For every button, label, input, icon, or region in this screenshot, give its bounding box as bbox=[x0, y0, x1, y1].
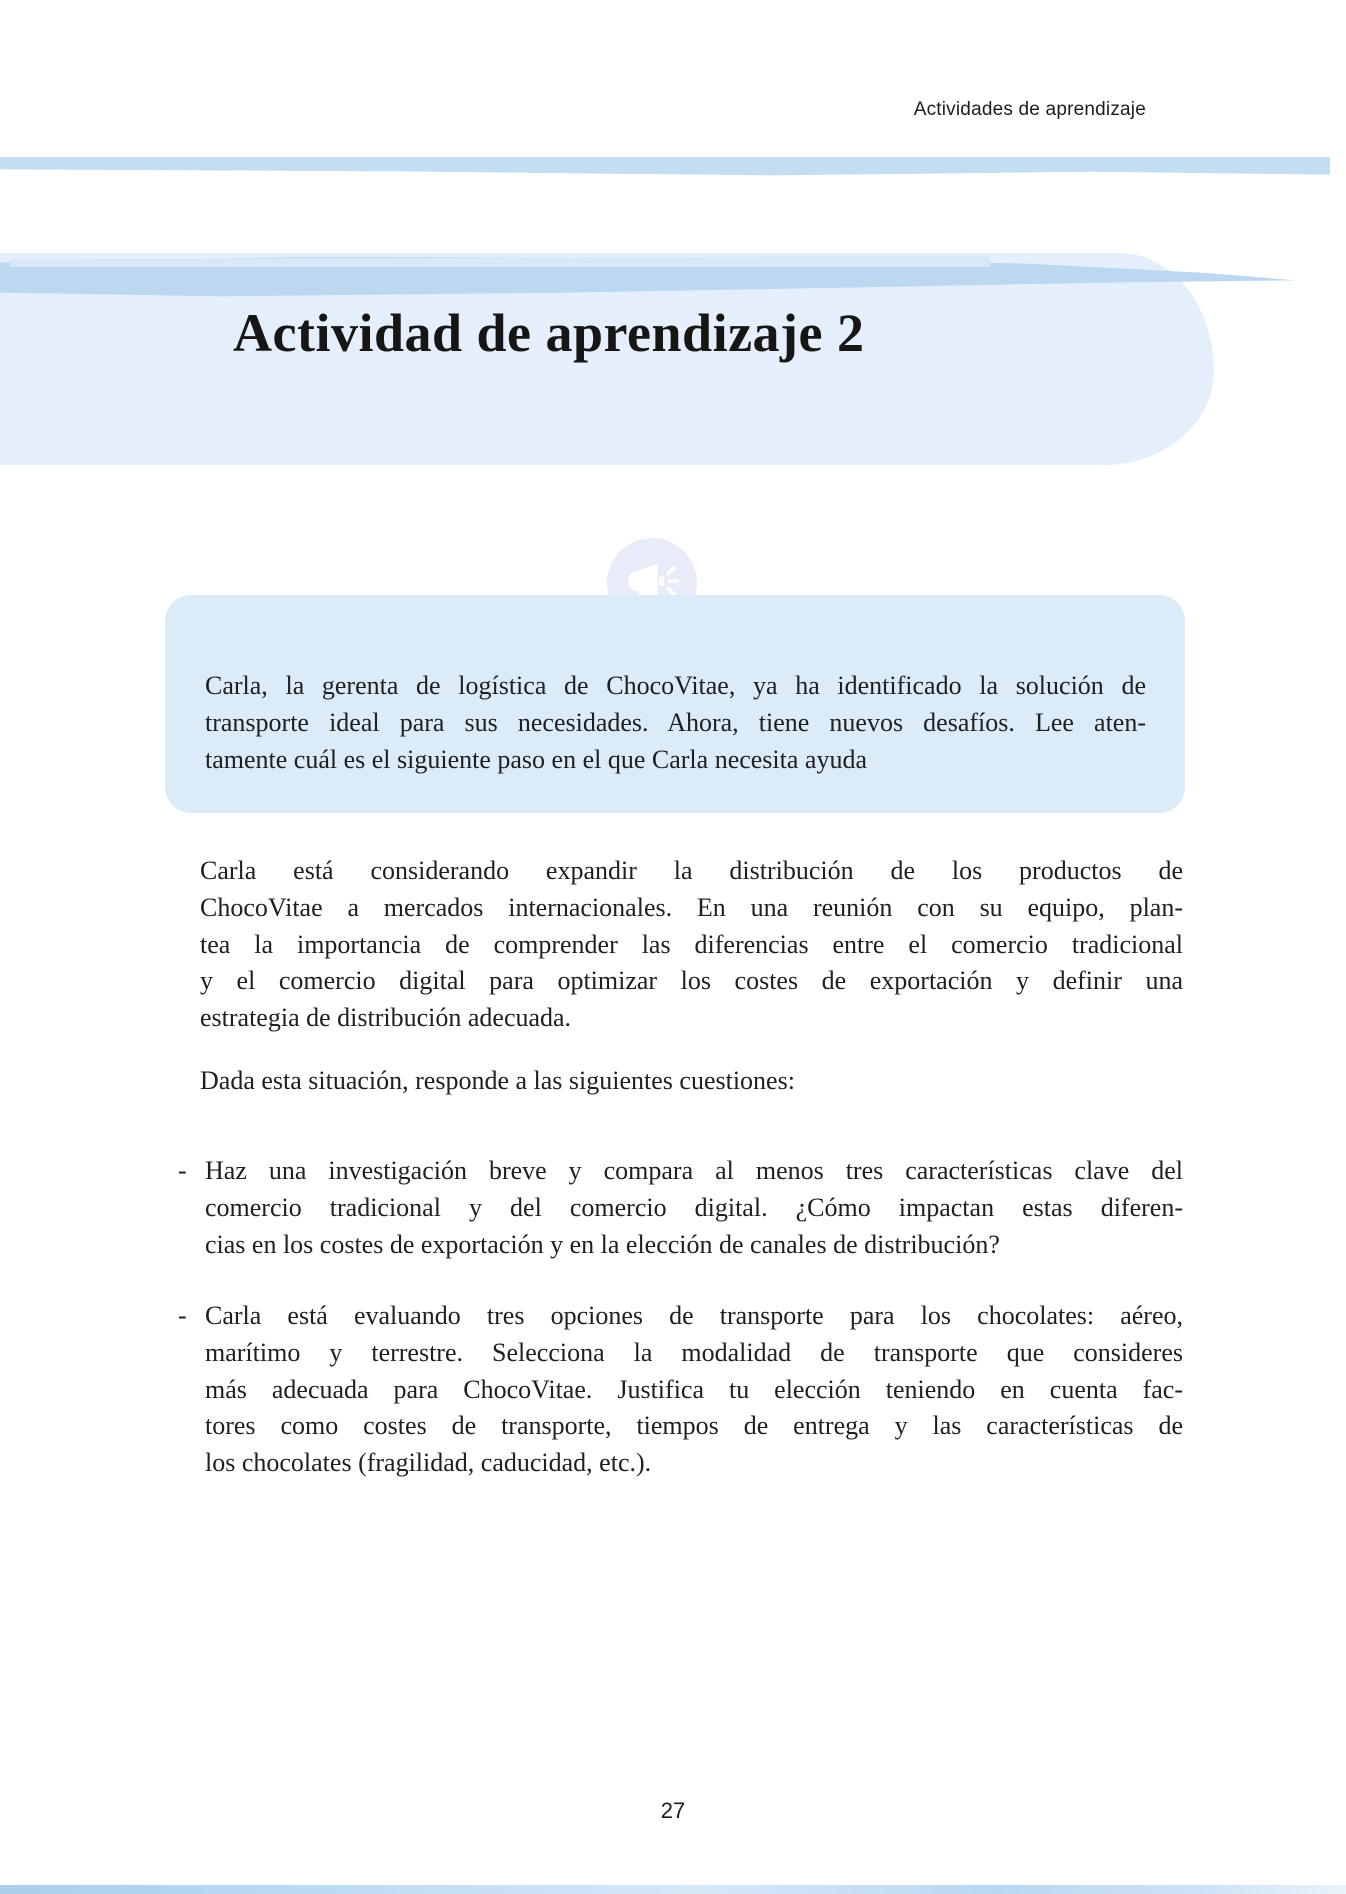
bullet-line: comercio tradicional y del comercio digital. ¿Cómo impactan estas diferen- bbox=[205, 1192, 1183, 1222]
running-header: Actividades de aprendizaje bbox=[913, 99, 1146, 120]
intro-line: tamente cuál es el siguiente paso en el que Carla necesita ayuda bbox=[205, 744, 867, 774]
paragraph-line: Carla está considerando expandir la distribución de los productos de bbox=[200, 856, 1183, 885]
body-paragraph bbox=[200, 853, 1183, 1037]
bullet-line: Carla está evaluando tres opciones de transporte para los chocolates: aéreo, bbox=[205, 1301, 1183, 1330]
bullet-line: más adecuada para ChocoVitae. Justifica tu elección teniendo en cuenta fac- bbox=[205, 1374, 1183, 1404]
paragraph-line: tea la importancia de comprender las diferencias entre el comercio tradicional bbox=[200, 929, 1183, 959]
page-number: 27 bbox=[660, 1798, 686, 1823]
bullet-dash-marker: - bbox=[178, 1156, 187, 1185]
bullet-line: Haz una investigación breve y compara al menos tres características clave del bbox=[205, 1156, 1183, 1185]
bullet-item bbox=[178, 1298, 1183, 1482]
bullet-line: tores como costes de transporte, tiempos de entrega y las características de bbox=[205, 1411, 1183, 1441]
intro-line: transporte ideal para sus necesidades. Ahora, tiene nuevos desafíos. Lee aten- bbox=[205, 707, 1146, 737]
bullet-line: marítimo y terrestre. Selecciona la modalidad de transporte que consideres bbox=[205, 1337, 1183, 1367]
bullet-dash-marker: - bbox=[178, 1301, 187, 1330]
footer-accent-bar bbox=[0, 1885, 1346, 1894]
bullet-item bbox=[178, 1153, 1183, 1263]
paragraph-line: ChocoVitae a mercados internacionales. En una reunión con su equipo, plan- bbox=[200, 892, 1183, 922]
questions-prompt: Dada esta situación, responde a las siguientes cuestiones: bbox=[200, 1066, 795, 1095]
paragraph-line: y el comercio digital para optimizar los costes de exportación y definir una bbox=[200, 966, 1183, 996]
bullet-line: los chocolates (fragilidad, caducidad, etc.). bbox=[205, 1448, 652, 1478]
intro-line: Carla, la gerenta de logística de ChocoVitae, ya ha identificado la solución de bbox=[205, 671, 1146, 700]
intro-text bbox=[205, 668, 1146, 778]
header-divider-bar bbox=[0, 157, 1330, 177]
page-title: Actividad de aprendizaje 2 bbox=[233, 303, 865, 363]
bullet-line: cias en los costes de exportación y en la elección de canales de distribución? bbox=[205, 1229, 1000, 1259]
paragraph-line: estrategia de distribución adecuada. bbox=[200, 1003, 572, 1033]
